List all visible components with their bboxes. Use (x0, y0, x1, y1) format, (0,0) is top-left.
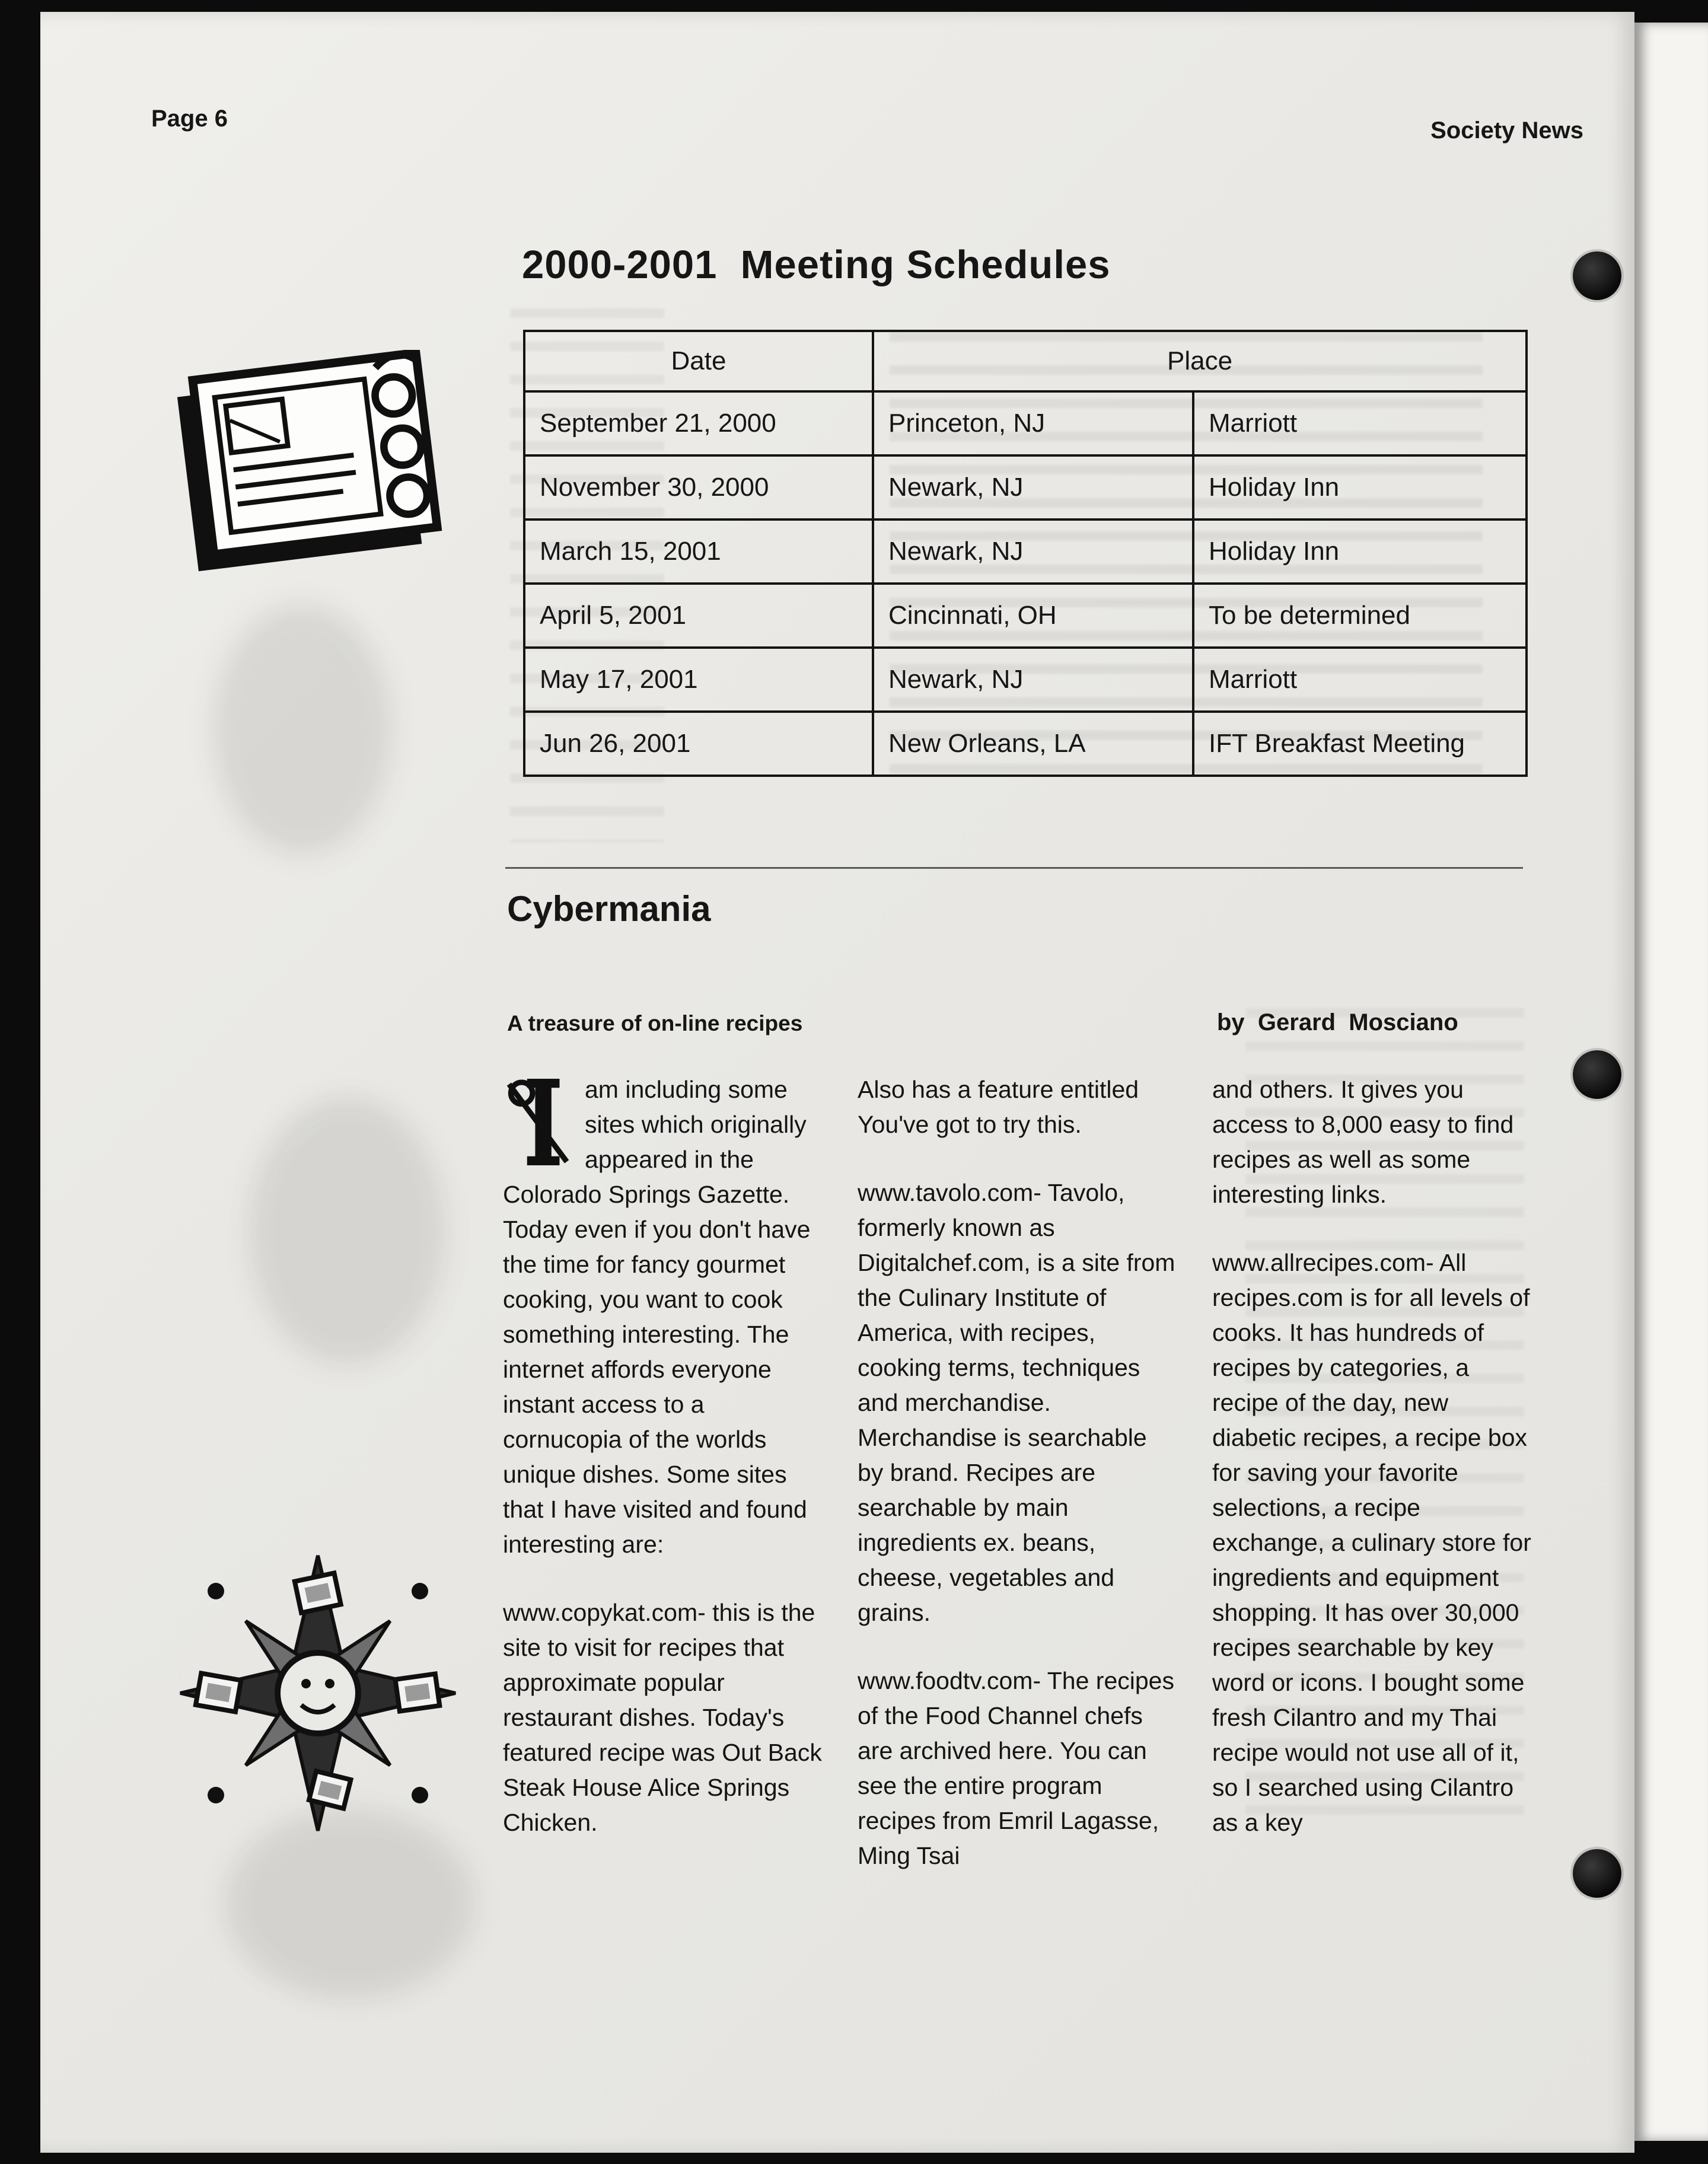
starburst-icon (176, 1551, 460, 1835)
article-subtitle: A treasure of on-line recipes (507, 1011, 803, 1035)
paragraph (858, 1175, 1179, 1630)
paragraph-text: am including some sites which originally appeared in the Colorado Springs Gazette. Today even if you don't have the time for fancy gourmet cooking, you want to cook something interesting. The internet affords everyone instant access to a cornucopia of the worlds unique dishes. Some sites that I have visited and found interesting are: (503, 1076, 811, 1558)
paragraph-text: and others. It gives you access to 8,000 easy to find recipes as well as some interesting links. (1212, 1076, 1514, 1208)
paragraph (858, 1663, 1179, 1873)
page-number-label: Page 6 (151, 106, 228, 132)
cell-date: November 30, 2000 (524, 455, 873, 520)
paragraph-text: www.tavolo.com- Tavolo, formerly known as Digitalchef.com, is a site from the Culinary Institute of America, with recipes, cooking terms, techniques and merchandise. Merchandise is searchable by brand. Recipes are searchable by main ingredients ex. beans, cheese, vegetables and grains. (858, 1179, 1175, 1626)
paragraph (858, 1072, 1179, 1142)
table-row (524, 520, 1527, 584)
article-column-1 (503, 1072, 824, 1873)
cell-venue: Marriott (1193, 648, 1527, 712)
next-page-edge (1634, 23, 1708, 2141)
column-header-place: Place (873, 331, 1527, 391)
dropcap-ornament-icon (503, 1077, 573, 1167)
table-row (524, 391, 1527, 455)
meeting-schedules-title: 2000-2001 Meeting Schedules (522, 243, 1111, 287)
cell-city: Princeton, NJ (873, 391, 1193, 455)
article-title: Cybermania (507, 889, 711, 929)
cell-venue: To be determined (1193, 584, 1527, 648)
paragraph (1212, 1245, 1534, 1840)
cell-venue: IFT Breakfast Meeting (1193, 712, 1527, 776)
paragraph-text: www.foodtv.com- The recipes of the Food Channel chefs are archived here. You can see the entire program recipes from Emril Lagasse, Ming Tsai (858, 1667, 1174, 1869)
section-divider (505, 867, 1523, 869)
cell-city: Cincinnati, OH (873, 584, 1193, 648)
section-header: Society News (1430, 117, 1583, 144)
punch-hole (1573, 251, 1621, 300)
table-row (524, 648, 1527, 712)
punch-hole (1573, 1849, 1621, 1898)
paragraph (503, 1072, 824, 1562)
paragraph-text: www.copykat.com- this is the site to visit for recipes that approximate popular restaurant dishes. Today's featured recipe was Out Back Steak House Alice Springs Chicken. (503, 1599, 822, 1836)
cell-city: Newark, NJ (873, 455, 1193, 520)
article-byline: by Gerard Mosciano (1217, 1009, 1458, 1035)
cell-venue: Marriott (1193, 391, 1527, 455)
punch-hole (1573, 1050, 1621, 1099)
cell-date: May 17, 2001 (524, 648, 873, 712)
meeting-schedules-table (523, 330, 1528, 777)
paragraph (503, 1595, 824, 1840)
article-column-3 (1212, 1072, 1534, 1873)
cell-city: Newark, NJ (873, 648, 1193, 712)
cell-venue: Holiday Inn (1193, 455, 1527, 520)
table-row (524, 455, 1527, 520)
table-row (524, 712, 1527, 776)
paragraph (1212, 1072, 1534, 1212)
paragraph-text: www.allrecipes.com- All recipes.com is for all levels of cooks. It has hundreds of recipes by categories, a recipe of the day, new diabetic recipes, a recipe box for saving your favorite selections, a recipe exchange, a culinary store for ingredients and equipment shopping. It has over 30,000 recipes searchable by key word or icons. I bought some fresh Cilantro and my Thai recipe would not use all of it, so I searched using Cilantro as a key (1212, 1249, 1531, 1836)
starburst-computers-clipart (176, 1551, 460, 1835)
cell-date: September 21, 2000 (524, 391, 873, 455)
article-column-2 (858, 1072, 1179, 1873)
cell-city: Newark, NJ (873, 520, 1193, 584)
cell-venue: Holiday Inn (1193, 520, 1527, 584)
column-header-date: Date (524, 331, 873, 391)
table-row (524, 584, 1527, 648)
cell-date: March 15, 2001 (524, 520, 873, 584)
article-columns (503, 1072, 1534, 1873)
paragraph-text: Also has a feature entitled You've got to try this. (858, 1076, 1139, 1138)
table-header-row (524, 331, 1527, 391)
cell-date: Jun 26, 2001 (524, 712, 873, 776)
cell-city: New Orleans, LA (873, 712, 1193, 776)
notebook-icon (167, 350, 464, 587)
cell-date: April 5, 2001 (524, 584, 873, 648)
spiral-notebook-clipart (167, 350, 464, 587)
